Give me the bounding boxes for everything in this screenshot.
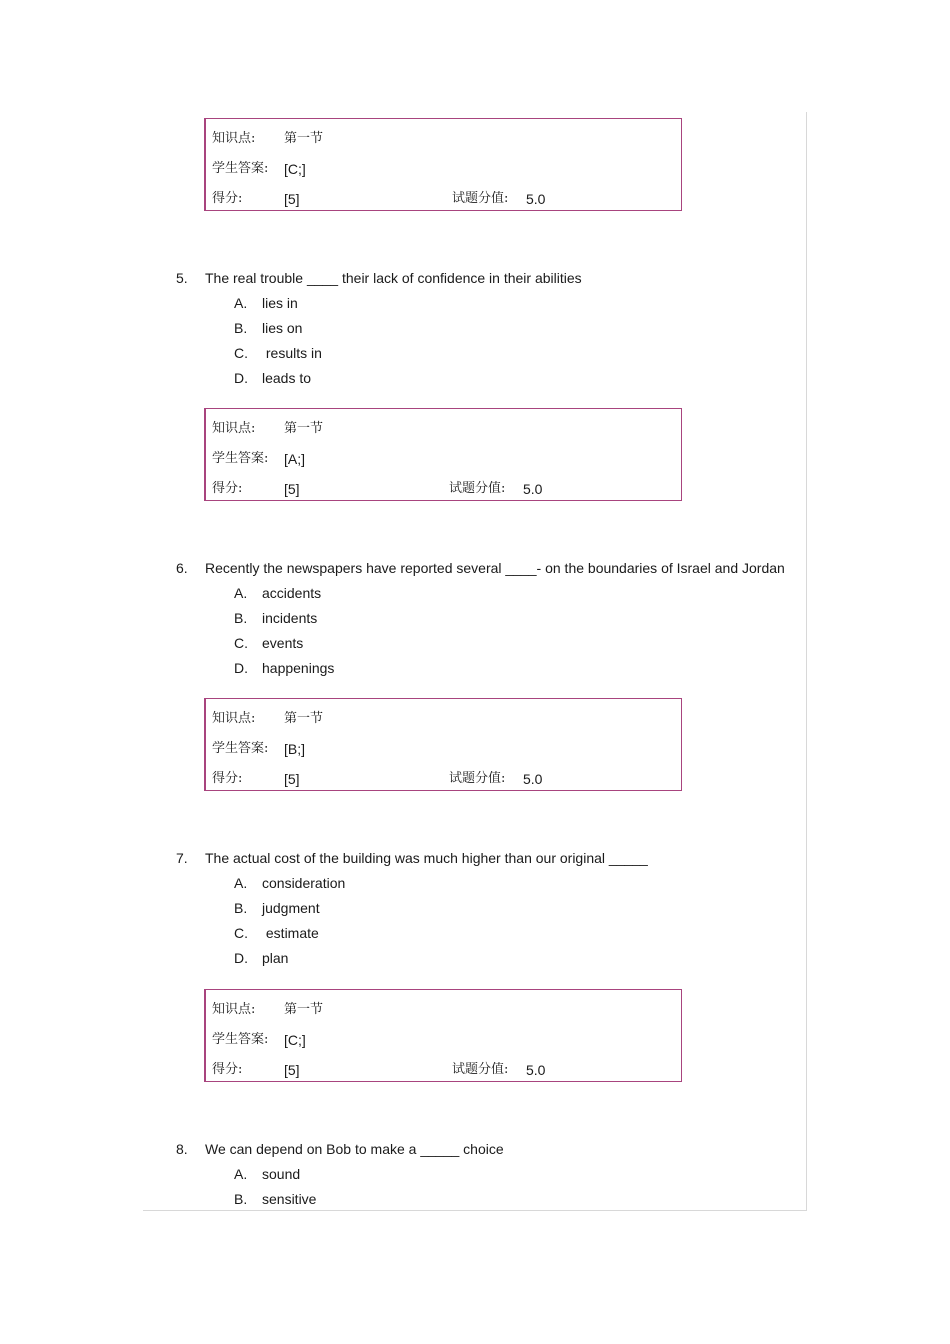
option-letter: B. (234, 320, 248, 336)
knowledge-point-value: 第一节 (284, 1002, 324, 1017)
option-letter: A. (234, 875, 248, 891)
student-answer-label: 学生答案: (212, 161, 269, 176)
option-letter: A. (234, 1166, 248, 1182)
option-text: lies on (262, 320, 303, 336)
knowledge-point-label: 知识点: (212, 421, 256, 436)
question-value: 5.0 (526, 1062, 546, 1078)
student-answer-value: [B;] (284, 741, 306, 757)
score-value: [5] (284, 481, 300, 497)
option-letter: C. (234, 635, 248, 651)
question-text: We can depend on Bob to make a _____ choice (205, 1141, 504, 1157)
question-text: The real trouble ____ their lack of confidence in their abilities (205, 270, 582, 286)
question-value-label: 试题分值: (452, 191, 509, 206)
question-value: 5.0 (523, 771, 543, 787)
option-text: happenings (262, 660, 335, 676)
option-letter: D. (234, 660, 248, 676)
student-answer-label: 学生答案: (212, 451, 269, 466)
answer-box (204, 989, 682, 1082)
option-letter: B. (234, 900, 248, 916)
option-text: estimate (262, 925, 319, 941)
question-text: The actual cost of the building was much higher than our original _____ (205, 850, 648, 866)
answer-box (204, 408, 682, 501)
score-label: 得分: (212, 191, 243, 206)
page-frame-bottom-border (143, 1210, 807, 1211)
student-answer-label: 学生答案: (212, 741, 269, 756)
option-text: sensitive (262, 1191, 317, 1207)
score-label: 得分: (212, 1062, 243, 1077)
question-value: 5.0 (526, 191, 546, 207)
option-text: judgment (262, 900, 320, 916)
knowledge-point-value: 第一节 (284, 711, 324, 726)
knowledge-point-label: 知识点: (212, 1002, 256, 1017)
answer-box (204, 698, 682, 791)
knowledge-point-label: 知识点: (212, 711, 256, 726)
option-letter: D. (234, 370, 248, 386)
page-frame-right-border (806, 112, 807, 1210)
score-label: 得分: (212, 771, 243, 786)
question-value-label: 试题分值: (449, 771, 506, 786)
student-answer-value: [C;] (284, 161, 306, 177)
option-letter: A. (234, 585, 248, 601)
option-letter: A. (234, 295, 248, 311)
student-answer-label: 学生答案: (212, 1032, 269, 1047)
question-number: 6. (176, 560, 188, 576)
option-text: accidents (262, 585, 322, 601)
option-text: sound (262, 1166, 301, 1182)
question-value-label: 试题分值: (449, 481, 506, 496)
option-text: lies in (262, 295, 298, 311)
student-answer-value: [C;] (284, 1032, 306, 1048)
question-value: 5.0 (523, 481, 543, 497)
option-text: events (262, 635, 304, 651)
score-value: [5] (284, 771, 300, 787)
option-text: leads to (262, 370, 312, 386)
option-letter: C. (234, 925, 248, 941)
knowledge-point-value: 第一节 (284, 421, 324, 436)
score-label: 得分: (212, 481, 243, 496)
question-value-label: 试题分值: (452, 1062, 509, 1077)
answer-box (204, 118, 682, 211)
option-letter: B. (234, 1191, 248, 1207)
option-letter: B. (234, 610, 248, 626)
score-value: [5] (284, 191, 300, 207)
option-text: results in (262, 345, 322, 361)
knowledge-point-value: 第一节 (284, 131, 324, 146)
option-text: incidents (262, 610, 318, 626)
question-number: 7. (176, 850, 188, 866)
option-letter: C. (234, 345, 248, 361)
knowledge-point-label: 知识点: (212, 131, 256, 146)
question-number: 5. (176, 270, 188, 286)
student-answer-value: [A;] (284, 451, 306, 467)
score-value: [5] (284, 1062, 300, 1078)
question-number: 8. (176, 1141, 188, 1157)
option-letter: D. (234, 950, 248, 966)
option-text: plan (262, 950, 289, 966)
option-text: consideration (262, 875, 346, 891)
question-text: Recently the newspapers have reported several ____- on the boundaries of Israel and Jordan (205, 560, 785, 576)
